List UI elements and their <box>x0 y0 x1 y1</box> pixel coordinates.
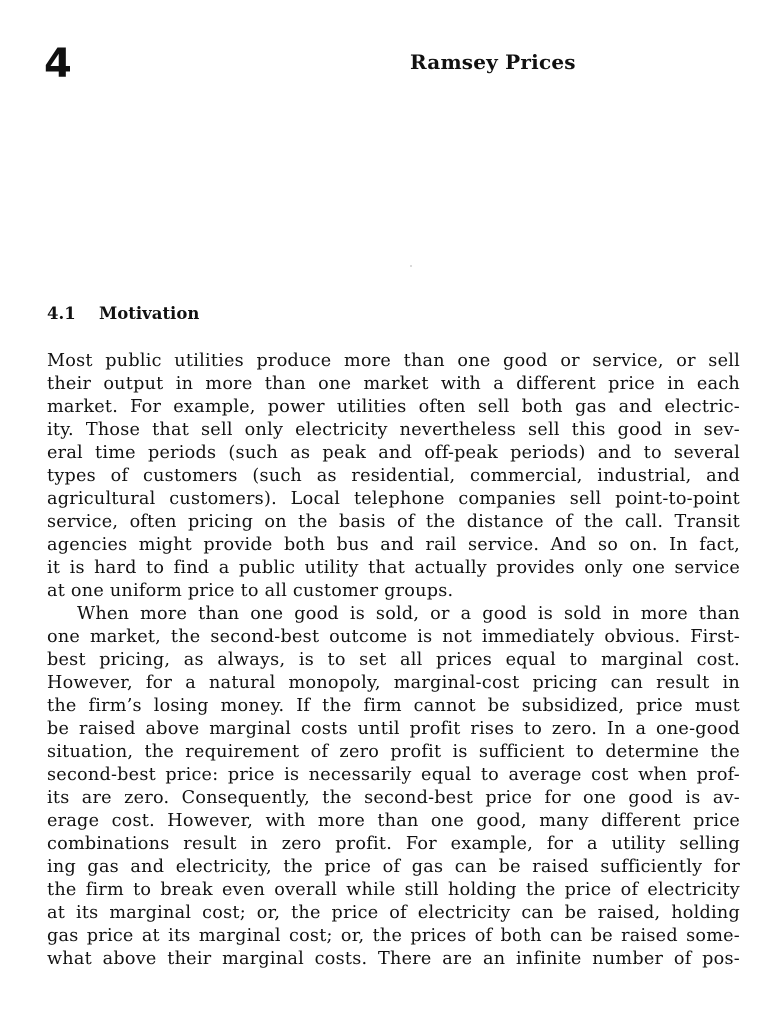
text-line: agricultural customers). Local telephone companies sell point-to-point <box>47 489 740 509</box>
text-line: When more than one good is sold, or a good is sold in more than <box>77 604 740 624</box>
scan-speck <box>410 265 412 267</box>
text-line: eral time periods (such as peak and off-peak periods) and to several <box>47 443 740 463</box>
text-line: ing gas and electricity, the price of gas can be raised sufficiently for <box>47 857 740 877</box>
paragraph-2 <box>47 603 740 971</box>
text-line: be raised above marginal costs until profit rises to zero. In a one-good <box>47 719 740 739</box>
text-line: combinations result in zero profit. For example, for a utility selling <box>47 834 740 854</box>
text-line: ity. Those that sell only electricity nevertheless sell this good in sev- <box>47 420 740 440</box>
text-line: at one uniform price to all customer groups. <box>47 581 454 601</box>
text-line: service, often pricing on the basis of the distance of the call. Transit <box>47 512 740 532</box>
section-title: Motivation <box>99 304 200 323</box>
chapter-number: 4 <box>44 41 72 87</box>
text-line: second-best price: price is necessarily equal to average cost when prof- <box>47 765 740 785</box>
text-line: situation, the requirement of zero profit is sufficient to determine the <box>47 742 740 762</box>
paragraph-1 <box>47 350 740 603</box>
text-line: agencies might provide both bus and rail service. And so on. In fact, <box>47 535 740 555</box>
text-line: what above their marginal costs. There are an infinite number of pos- <box>47 949 740 969</box>
text-line: it is hard to find a public utility that actually provides only one service <box>47 558 740 578</box>
section-number: 4.1 <box>47 304 76 323</box>
text-line: the firm’s losing money. If the firm cannot be subsidized, price must <box>47 696 740 716</box>
text-line: Most public utilities produce more than one good or service, or sell <box>47 351 740 371</box>
text-line: its are zero. Consequently, the second-best price for one good is av- <box>47 788 740 808</box>
text-line: types of customers (such as residential, commercial, industrial, and <box>47 466 740 486</box>
text-line: market. For example, power utilities often sell both gas and electric- <box>47 397 740 417</box>
section-heading <box>47 303 199 324</box>
text-line: the firm to break even overall while still holding the price of electricity <box>47 880 740 900</box>
text-line: at its marginal cost; or, the price of electricity can be raised, holding <box>47 903 740 923</box>
text-line: gas price at its marginal cost; or, the prices of both can be raised some- <box>47 926 740 946</box>
text-line: their output in more than one market with a different price in each <box>47 374 740 394</box>
text-line: erage cost. However, with more than one good, many different price <box>47 811 740 831</box>
text-line: best pricing, as always, is to set all prices equal to marginal cost. <box>47 650 740 670</box>
text-line: However, for a natural monopoly, marginal-cost pricing can result in <box>47 673 740 693</box>
body-text <box>47 350 740 971</box>
text-line: one market, the second-best outcome is not immediately obvious. First- <box>47 627 740 647</box>
chapter-title: Ramsey Prices <box>410 50 576 74</box>
